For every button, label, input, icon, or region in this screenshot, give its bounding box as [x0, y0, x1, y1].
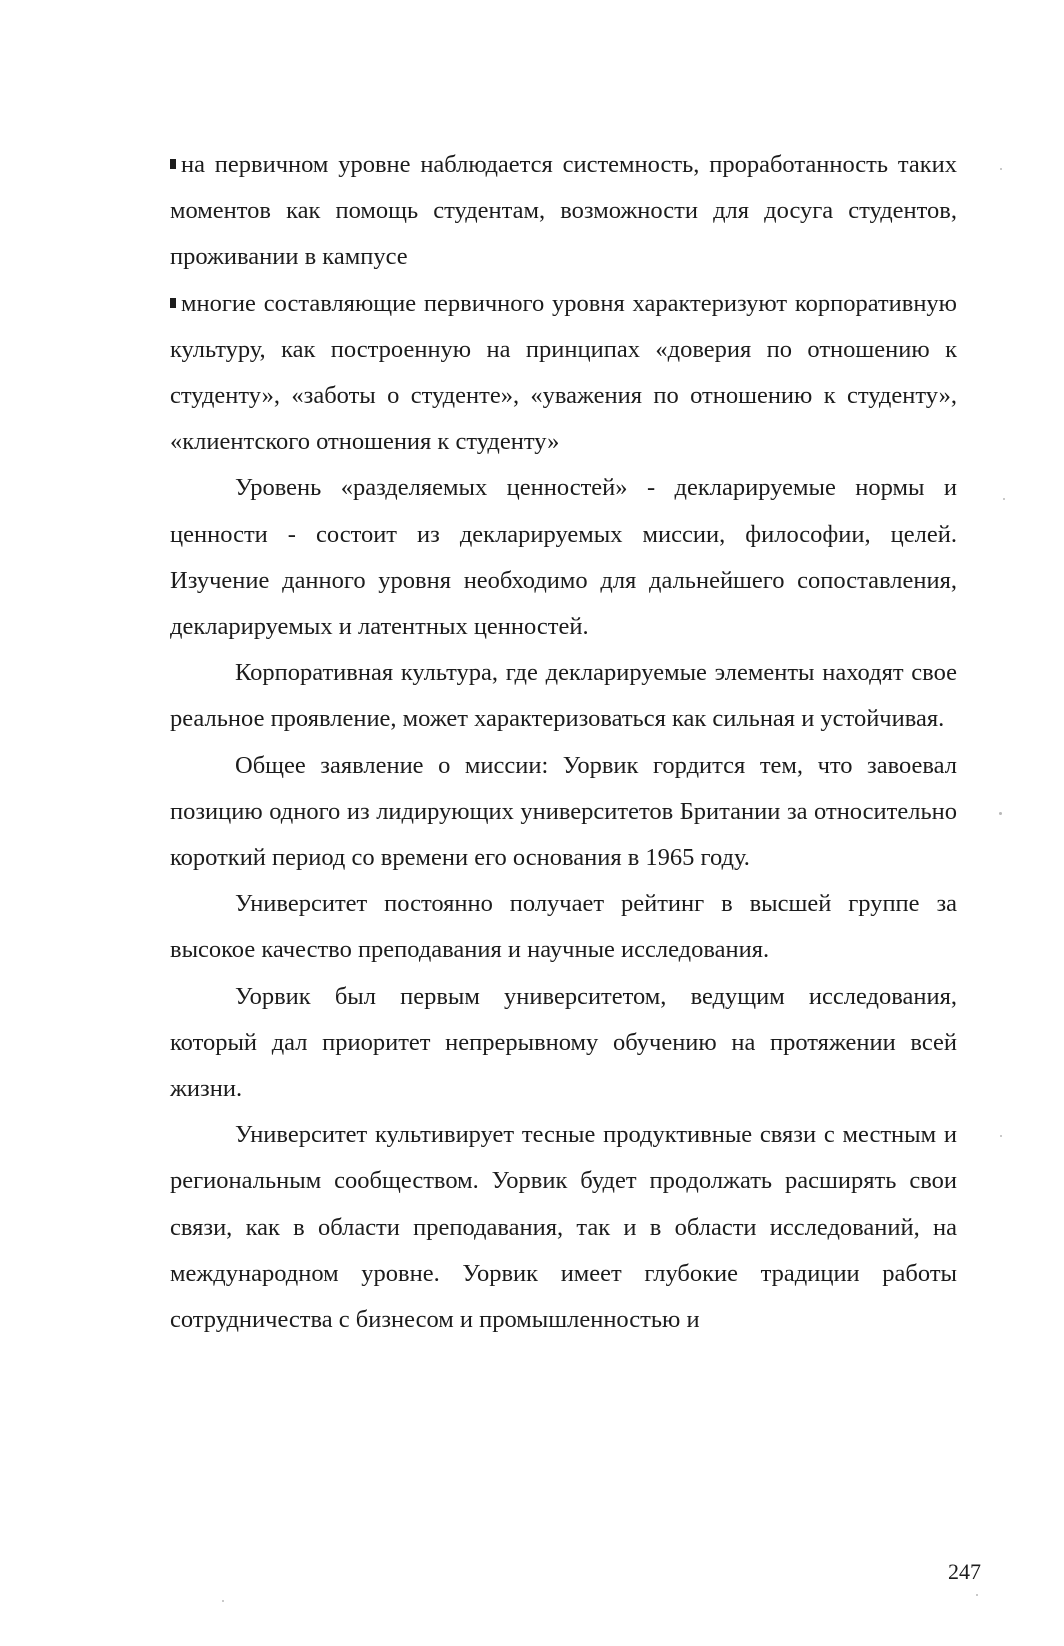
scan-speck [1000, 1135, 1002, 1137]
square-bullet-icon [170, 298, 176, 308]
paragraph-corporate-culture: Корпоративная культура, где декларируемые элементы находят свое реальное проявление, может характеризоваться как сильная и устойчивая. [170, 659, 957, 733]
scan-speck [1000, 168, 1002, 170]
paragraph-teaching-rating: Университет постоянно получает рейтинг в высшей группе за высокое качество преподавания и научные исследования. [170, 890, 957, 964]
scan-speck [222, 1600, 224, 1602]
scan-speck [976, 1594, 978, 1596]
page-body [170, 142, 957, 1343]
page-number: 247 [948, 1559, 981, 1584]
scan-speck [1003, 498, 1005, 500]
square-bullet-icon [170, 159, 176, 169]
paragraph-regional-connections: Университет культивирует тесные продуктивные связи с местным и региональным сообществом. Уорвик будет продолжать расширять свои связи, как в области преподавания, так и в области исследований, на международном уровне. Уорвик имеет глубокие традиции работы сотрудничества с бизнесом и промышленностью и [170, 1121, 957, 1334]
bullet-item-primary-level-system [170, 142, 957, 281]
paragraph-lifelong-learning: Уорвик был первым университетом, ведущим исследования, который дал приоритет непрерывному обучению на протяжении всей жизни. [170, 982, 957, 1103]
paragraph-mission-statement: Общее заявление о миссии: Уорвик гордится тем, что завоевал позицию одного из лидирующих университетов Британии за относительно короткий период со времени его основания в 1965 году. [170, 751, 957, 872]
scan-speck [999, 812, 1002, 815]
bullet-text: на первичном уровне наблюдается системность, проработанность таких моментов как помощь студентам, возможности для досуга студентов, проживании в кампусе [170, 151, 957, 271]
bullet-text: многие составляющие первичного уровня характеризуют корпоративную культуру, как построенную на принципах «доверия по отношению к студенту», «заботы о студенте», «уважения по отношению к студенту», «клиентского отношения к студенту» [170, 289, 957, 456]
paragraph-shared-values: Уровень «разделяемых ценностей» - декларируемые нормы и ценности - состоит из декларируемых миссии, философии, целей. Изучение данного уровня необходимо для дальнейшего сопоставления, декларируемых и латентных ценностей. [170, 474, 957, 641]
bullet-item-primary-level-components [170, 281, 957, 466]
